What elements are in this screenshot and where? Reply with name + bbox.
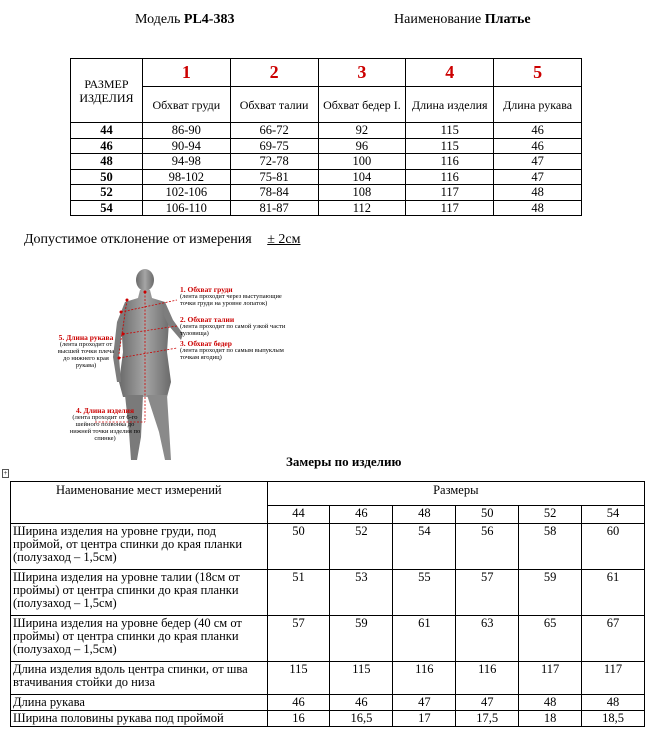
size-value-cell: 66-72 bbox=[230, 123, 318, 139]
measurement-value: 46 bbox=[330, 695, 393, 711]
size-value-cell: 48 bbox=[494, 185, 582, 201]
size-value-cell: 92 bbox=[318, 123, 406, 139]
measurement-value: 17,5 bbox=[456, 711, 519, 727]
measurement-value: 47 bbox=[393, 695, 456, 711]
measurement-value: 115 bbox=[330, 662, 393, 695]
measurements-title: Замеры по изделию bbox=[286, 454, 402, 469]
name-value: Платье bbox=[484, 12, 531, 27]
column-label: Обхват талии bbox=[230, 87, 318, 123]
size-value-cell: 116 bbox=[406, 169, 494, 185]
measurement-value: 117 bbox=[519, 662, 582, 695]
column-number: 2 bbox=[230, 59, 318, 87]
size-value-cell: 81-87 bbox=[230, 200, 318, 216]
size-row bbox=[71, 138, 582, 154]
size-column-header: 48 bbox=[393, 506, 456, 524]
measurement-value: 60 bbox=[582, 524, 645, 570]
table-move-handle-icon[interactable]: + bbox=[3, 469, 8, 477]
measurement-value: 16 bbox=[267, 711, 330, 727]
size-row bbox=[71, 200, 582, 216]
size-value-cell: 47 bbox=[494, 154, 582, 170]
size-value-cell: 75-81 bbox=[230, 169, 318, 185]
measurement-value: 18 bbox=[519, 711, 582, 727]
size-row bbox=[71, 169, 582, 185]
measurement-value: 47 bbox=[456, 695, 519, 711]
name-header bbox=[394, 12, 531, 28]
size-value-cell: 116 bbox=[406, 154, 494, 170]
column-number: 5 bbox=[494, 59, 582, 87]
size-column-header: 46 bbox=[330, 506, 393, 524]
measurement-name: Длина изделия вдоль центра спинки, от шва втачивания стойки до низа bbox=[11, 662, 268, 695]
size-value-cell: 90-94 bbox=[142, 138, 230, 154]
size-cell: 54 bbox=[71, 200, 143, 216]
size-column-header: 54 bbox=[582, 506, 645, 524]
name-label: Наименование bbox=[394, 12, 482, 27]
measurement-value: 46 bbox=[267, 695, 330, 711]
measurement-value: 18,5 bbox=[582, 711, 645, 727]
measurement-value: 61 bbox=[393, 616, 456, 662]
column-label: Обхват груди bbox=[142, 87, 230, 123]
size-column-header: 50 bbox=[456, 506, 519, 524]
measurement-value: 50 bbox=[267, 524, 330, 570]
size-cell: 46 bbox=[71, 138, 143, 154]
measurement-row bbox=[11, 695, 645, 711]
measurement-value: 48 bbox=[519, 695, 582, 711]
size-table-body bbox=[71, 123, 582, 216]
model-value: PL4-383 bbox=[183, 12, 235, 27]
annotation-sleeve: 5. Длина рукава (лента проходит от высшей точки плеча до нижнего края рукава) bbox=[57, 333, 115, 369]
size-value-cell: 46 bbox=[494, 138, 582, 154]
annotation-hips: 3. Обхват бедер (лента проходит по самым выпуклым точкам ягодиц) bbox=[180, 339, 284, 361]
measurements-table bbox=[10, 481, 645, 727]
size-value-cell: 69-75 bbox=[230, 138, 318, 154]
size-row-header: РАЗМЕР ИЗДЕЛИЯ bbox=[71, 59, 143, 123]
column-label: Обхват бедер I. bbox=[318, 87, 406, 123]
size-value-cell: 117 bbox=[406, 200, 494, 216]
measurement-value: 59 bbox=[330, 616, 393, 662]
measurement-value: 117 bbox=[582, 662, 645, 695]
measurement-value: 116 bbox=[456, 662, 519, 695]
size-row bbox=[71, 154, 582, 170]
size-value-cell: 104 bbox=[318, 169, 406, 185]
column-number: 3 bbox=[318, 59, 406, 87]
measurement-value: 63 bbox=[456, 616, 519, 662]
measurement-value: 48 bbox=[582, 695, 645, 711]
measurement-figure bbox=[55, 262, 415, 462]
measurement-value: 54 bbox=[393, 524, 456, 570]
measurement-name: Ширина половины рукава под проймой bbox=[11, 711, 268, 727]
measurement-row bbox=[11, 711, 645, 727]
size-row bbox=[71, 123, 582, 139]
measurement-value: 61 bbox=[582, 570, 645, 616]
tolerance-label: Допустимое отклонение от измерения bbox=[24, 232, 252, 247]
measurement-row bbox=[11, 662, 645, 695]
size-value-cell: 96 bbox=[318, 138, 406, 154]
size-value-cell: 106-110 bbox=[142, 200, 230, 216]
tolerance-value: ± 2см bbox=[267, 232, 301, 247]
measurement-name: Ширина изделия на уровне груди, под проймой, от центра спинки до края планки (полузаход – 1,5см) bbox=[11, 524, 268, 570]
size-value-cell: 48 bbox=[494, 200, 582, 216]
size-row bbox=[71, 185, 582, 201]
size-column-header: 44 bbox=[267, 506, 330, 524]
size-value-cell: 108 bbox=[318, 185, 406, 201]
measurement-value: 55 bbox=[393, 570, 456, 616]
measurement-value: 115 bbox=[267, 662, 330, 695]
measurement-row bbox=[11, 524, 645, 570]
measurement-value: 59 bbox=[519, 570, 582, 616]
measurement-value: 57 bbox=[267, 616, 330, 662]
column-number: 1 bbox=[142, 59, 230, 87]
measurement-value: 57 bbox=[456, 570, 519, 616]
tolerance-note bbox=[24, 232, 300, 248]
size-value-cell: 86-90 bbox=[142, 123, 230, 139]
measurement-value: 53 bbox=[330, 570, 393, 616]
size-cell: 52 bbox=[71, 185, 143, 201]
size-value-cell: 102-106 bbox=[142, 185, 230, 201]
model-header bbox=[135, 12, 234, 28]
measurement-value: 56 bbox=[456, 524, 519, 570]
measurement-name-header: Наименование мест измерений bbox=[11, 482, 268, 524]
measurement-value: 51 bbox=[267, 570, 330, 616]
measurement-name: Ширина изделия на уровне бедер (40 см от проймы) от центра спинки до края планки (полузаход – 1,5см) bbox=[11, 616, 268, 662]
measurement-row bbox=[11, 570, 645, 616]
measurement-value: 116 bbox=[393, 662, 456, 695]
measurement-value: 16,5 bbox=[330, 711, 393, 727]
measurement-value: 65 bbox=[519, 616, 582, 662]
size-value-cell: 115 bbox=[406, 123, 494, 139]
measurement-value: 67 bbox=[582, 616, 645, 662]
measurements-body bbox=[11, 524, 645, 727]
column-number: 4 bbox=[406, 59, 494, 87]
column-label: Длина рукава bbox=[494, 87, 582, 123]
size-value-cell: 100 bbox=[318, 154, 406, 170]
size-cell: 44 bbox=[71, 123, 143, 139]
sizes-header: Размеры bbox=[267, 482, 644, 506]
size-value-cell: 94-98 bbox=[142, 154, 230, 170]
size-cell: 50 bbox=[71, 169, 143, 185]
measurement-value: 58 bbox=[519, 524, 582, 570]
measurement-name: Ширина изделия на уровне талии (18см от проймы) от центра спинки до края планки (полузаход – 1,5см) bbox=[11, 570, 268, 616]
measurement-value: 52 bbox=[330, 524, 393, 570]
measurement-name: Длина рукава bbox=[11, 695, 268, 711]
size-table bbox=[70, 58, 582, 216]
annotation-waist: 2. Обхват талии (лента проходит по самой узкой части туловища) bbox=[180, 315, 286, 337]
size-value-cell: 117 bbox=[406, 185, 494, 201]
size-cell: 48 bbox=[71, 154, 143, 170]
size-value-cell: 46 bbox=[494, 123, 582, 139]
size-value-cell: 112 bbox=[318, 200, 406, 216]
size-value-cell: 78-84 bbox=[230, 185, 318, 201]
size-value-cell: 115 bbox=[406, 138, 494, 154]
measurement-row bbox=[11, 616, 645, 662]
size-value-cell: 47 bbox=[494, 169, 582, 185]
annotation-chest: 1. Обхват груди (лента проходит через выступающие точки груди на уровне лопаток) bbox=[180, 285, 282, 307]
annotation-length: 4. Длина изделия (лента проходит от 6-го шейного позвонка до нижней точки изделия по спинке) bbox=[69, 406, 141, 442]
size-column-header: 52 bbox=[519, 506, 582, 524]
model-label: Модель bbox=[135, 12, 181, 27]
column-label: Длина изделия bbox=[406, 87, 494, 123]
size-value-cell: 72-78 bbox=[230, 154, 318, 170]
size-value-cell: 98-102 bbox=[142, 169, 230, 185]
measurement-value: 17 bbox=[393, 711, 456, 727]
